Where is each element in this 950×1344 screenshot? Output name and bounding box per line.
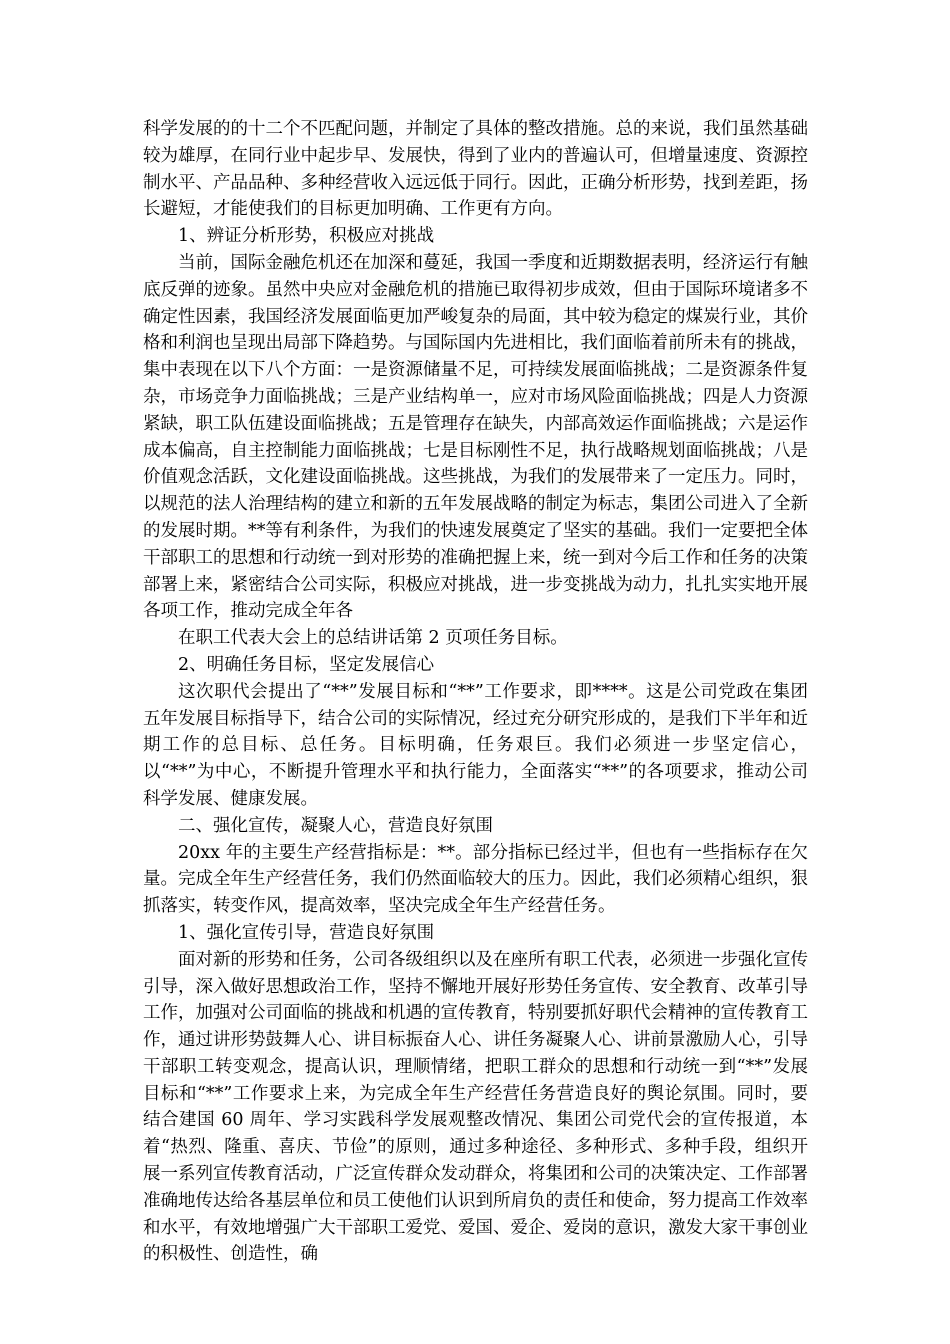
section-heading: 1、辨证分析形势，积极应对挑战	[178, 226, 435, 247]
paragraph: 20xx 年的主要生产经营指标是：**。部分指标已经过半，但也有一些指标存在欠量。完成全年生产经营任务，我们仍然面临较大的压力。因此，我们必须精心组织，狠抓落实，转变作风，提高效率，坚决完成全年生产经营任务。	[143, 842, 808, 917]
paragraph: 科学发展的的十二个不匹配问题，并制定了具体的整改措施。总的来说，我们虽然基础较为雄厚，在同行业中起步早、发展快，得到了业内的普遍认可，但增量速度、资源控制水平、产品品种、多种经营收入远远低于同行。因此，正确分析形势，找到差距，扬长避短，才能使我们的目标更加明确、工作更有方向。	[143, 119, 808, 220]
page-footer-text: 在职工代表大会上的总结讲话第 2 页项任务目标。	[178, 628, 568, 649]
section-heading: 1、强化宣传引导，营造良好氛围	[178, 922, 435, 943]
section-heading: 2、明确任务目标，坚定发展信心	[178, 654, 435, 675]
paragraph: 这次职代会提出了“**”发展目标和“**”工作要求，即****。这是公司党政在集团五年发展目标指导下，结合公司的实际情况，经过充分研究形成的，是我们下半年和近期工作的总目标、总任务。目标明确，任务艰巨。我们必须进一步坚定信心，以“**”为中心，不断提升管理水平和执行能力，全面落实“**”的各项要求，推动公司科学发展、健康发展。	[143, 681, 808, 809]
document-body	[143, 116, 808, 1268]
paragraph: 面对新的形势和任务，公司各级组织以及在座所有职工代表，必须进一步强化宣传引导，深入做好思想政治工作，坚持不懈地开展好形势任务宣传、安全教育、改革引导工作，加强对公司面临的挑战和机遇的宣传教育，特别要抓好职代会精神的宣传教育工作，通过讲形势鼓舞人心、讲目标振奋人心、讲任务凝聚人心、讲前景激励人心，引导干部职工转变观念，提高认识，理顺情绪，把职工群众的思想和行动统一到“**”发展目标和“**”工作要求上来，为完成全年生产经营任务营造良好的舆论氛围。同时，要结合建国 60 周年、学习实践科学发展观整改情况、集团公司党代会的宣传报道，本着“热烈、隆重、喜庆、节俭”的原则，通过多种途径、多种形式、多种手段，组织开展一系列宣传教育活动，广泛宣传群众发动群众，将集团和公司的决策决定、工作部署准确地传达给各基层单位和员工使他们认识到所肩负的责任和使命，努力提高工作效率和水平，有效地增强广大干部职工爱党、爱国、爱企、爱岗的意识，激发大家干事创业的积极性、创造性，确	[143, 949, 808, 1265]
paragraph: 当前，国际金融危机还在加深和蔓延，我国一季度和近期数据表明，经济运行有触底反弹的迹象。虽然中央应对金融危机的措施已取得初步成效，但由于国际环境诸多不确定性因素，我国经济发展面临更加严峻复杂的局面，其中较为稳定的煤炭行业，其价格和利润也呈现出局部下降趋势。与国际国内先进相比，我们面临着前所未有的挑战，集中表现在以下八个方面：一是资源储量不足，可持续发展面临挑战；二是资源条件复杂，市场竞争力面临挑战；三是产业结构单一，应对市场风险面临挑战；四是人力资源紧缺，职工队伍建设面临挑战；五是管理存在缺失，内部高效运作面临挑战；六是运作成本偏高，自主控制能力面临挑战；七是目标刚性不足，执行战略规划面临挑战；八是价值观念活跃，文化建设面临挑战。这些挑战，为我们的发展带来了一定压力。同时，以规范的法人治理结构的建立和新的五年发展战略的制定为标志，集团公司进入了全新的发展时期。**等有利条件，为我们的快速发展奠定了坚实的基础。我们一定要把全体干部职工的思想和行动统一到对形势的准确把握上来，统一到对今后工作和任务的决策部署上来，紧密结合公司实际，积极应对挑战，进一步变挑战为动力，扎扎实实地开展各项工作，推动完成全年各	[143, 252, 808, 622]
section-heading: 二、强化宣传，凝聚人心，营造良好氛围	[178, 815, 493, 836]
